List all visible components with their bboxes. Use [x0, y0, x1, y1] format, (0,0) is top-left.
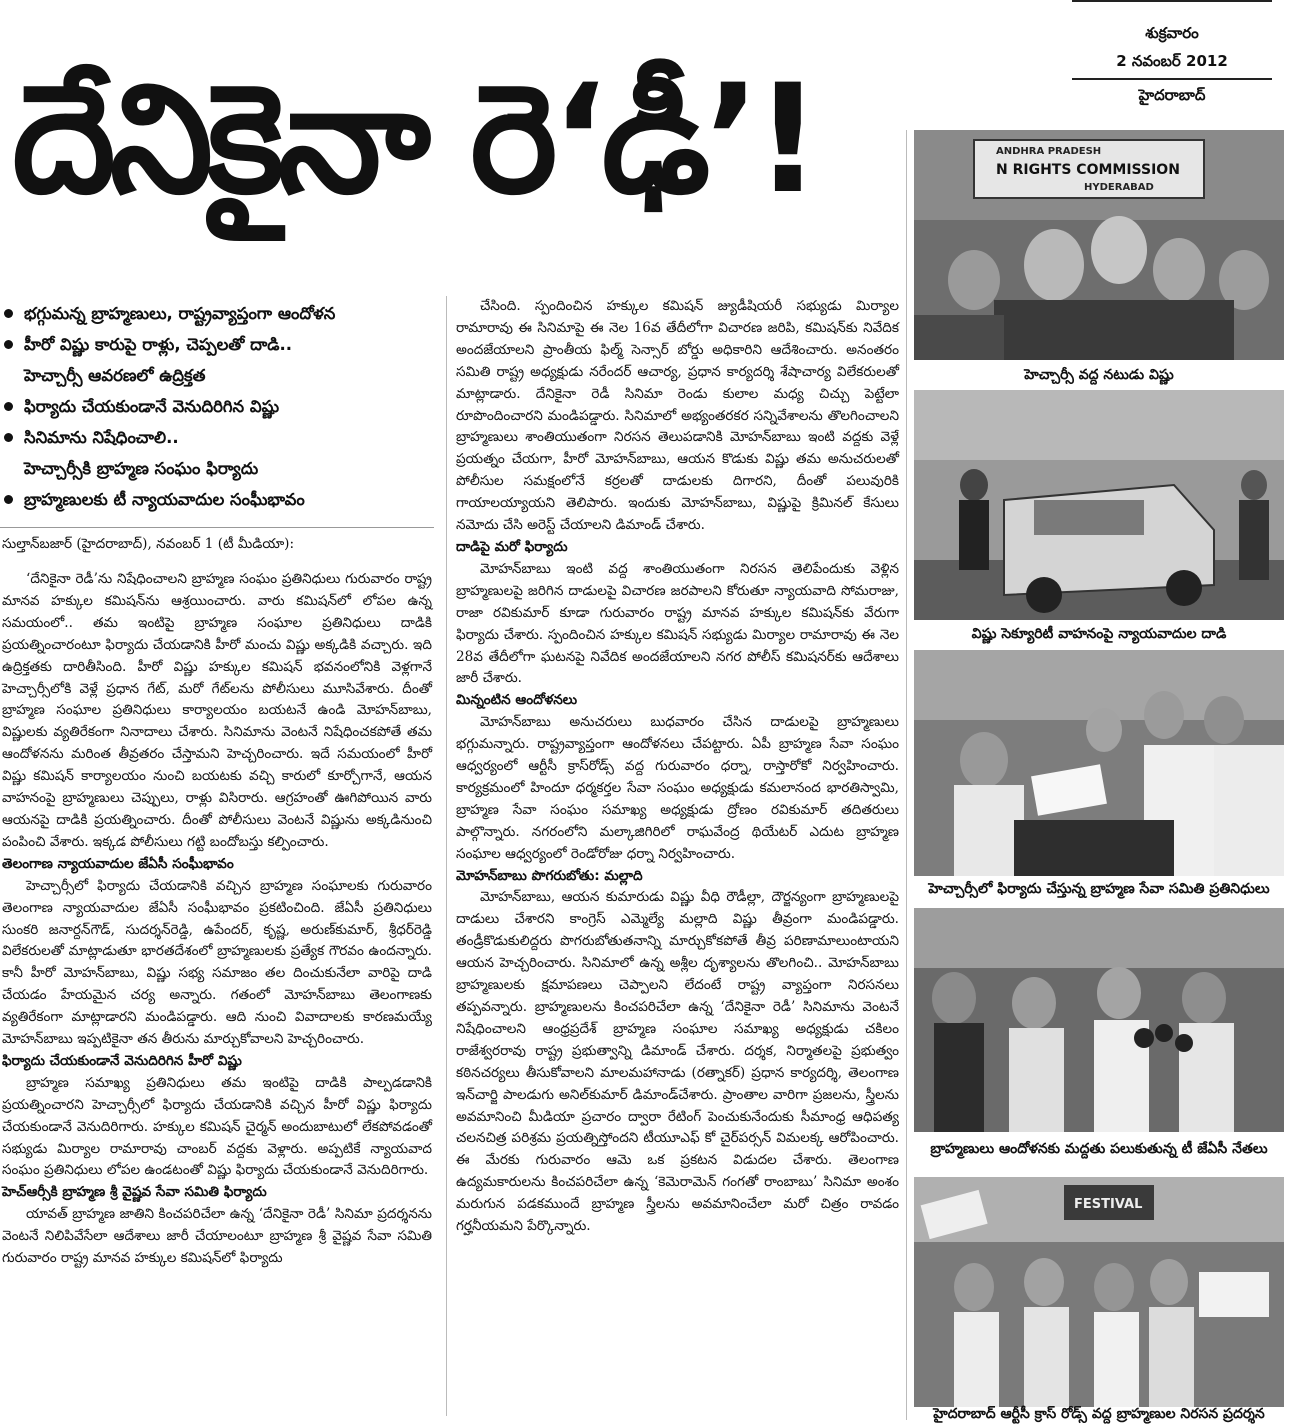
article-column-2	[456, 296, 899, 1238]
bullet-icon	[4, 402, 13, 411]
subheading: తెలంగాణ న్యాయవాదుల జేఏసీ సంఘీభావం	[2, 855, 234, 872]
subheading: మోహన్‌బాబు పొగరుబోతు: మల్లాది	[456, 867, 643, 884]
column-divider	[446, 296, 447, 1416]
issue-day: శుక్రవారం	[1145, 24, 1199, 42]
sign-line-1: ANDHRA PRADESH	[996, 146, 1102, 157]
photo-protest-rally	[914, 1177, 1284, 1407]
highlight-item	[0, 422, 440, 453]
subheading: హెచ్ఆర్సీకి బ్రాహ్మణ శ్రీ వైష్ణవ సేవా సమితి ఫిర్యాదు	[2, 1184, 267, 1201]
photo-caption-2: విష్ణు సెక్యూరిటీ వాహనంపై న్యాయవాదుల దాడి	[971, 626, 1227, 642]
paragraph: బ్రాహ్మణ సమాఖ్య ప్రతినిధులు తమ ఇంటిపై దాడికి పాల్పడడానికి ప్రయత్నించారని హెచ్చార్సీలో ఫిర్యాదు చేయడానికి వచ్చిన హీరో విష్ణు ఫిర్యాదు చేయకుండానే వెనుదిరిగారు. హక్కుల కమిషన్ చైర్మన్ అందుబాటులో లేకపోవడంతో సభ్యుడు మిర్యాల రామారావు చాంబర్ వద్దకు వెళ్లారు. అప్పటికే న్యాయవాద సంఘం ప్రతినిధులు లోపల ఉండటంతో విష్ణు ఫిర్యాదు చేయకుండానే వెనుదిరిగారు.	[2, 1074, 432, 1179]
photo-complaint	[914, 650, 1284, 876]
highlight-item	[0, 298, 440, 329]
bullet-icon	[4, 495, 13, 504]
highlight-text: హెచ్చార్సీకి బ్రాహ్మణ సంఘం ఫిర్యాదు	[24, 459, 259, 478]
highlight-item	[0, 329, 440, 360]
dateline: సుల్తాన్‌బజార్ (హైదరాబాద్), నవంబర్ 1 (టీ మీడియా):	[2, 536, 295, 552]
article-column-1	[2, 569, 432, 1270]
highlight-item	[0, 453, 440, 484]
highlight-text: హీరో విష్ణు కారుపై రాళ్లు, చెప్పలతో దాడి..	[24, 335, 293, 354]
highlight-text: భగ్గుమన్న బ్రాహ్మణులు, రాష్ట్రవ్యాప్తంగా ఆందోళన	[24, 304, 336, 323]
photo-hrc-vishnu	[914, 130, 1284, 360]
photo-caption-4: బ్రాహ్మణులు ఆందోళనకు మద్దతు పలుకుతున్న టీ జేఏసీ నేతలు	[930, 1141, 1268, 1157]
headline: దేనికైనా రె‘ఢీ’!	[12, 53, 816, 227]
photo-jac-leaders	[914, 908, 1284, 1132]
photo-caption-1: హెచ్చార్సీ వద్ద నటుడు విష్ణు	[1024, 367, 1174, 383]
paragraph: మోహన్‌బాబు అనుచరులు బుధవారం చేసిన దాడులపై బ్రాహ్మణులు భగ్గుమన్నారు. రాష్ట్రవ్యాప్తంగా ఆందోళనలు చేపట్టారు. ఏపీ బ్రాహ్మణ సేవా సంఘం ఆధ్వర్యంలో ఆర్టీసీ క్రాస్‌రోడ్స్ వద్ద గురువారం ధర్నా, రాస్తారోకో నిర్వహించారు. కార్యక్రమంలో హిందూ ధర్మకర్తల సేవా సంఘం అధ్యక్షుడు కమలానంద భారతిస్వామి, బ్రాహ్మణ సేవా సంఘం సమాఖ్య అధ్యక్షుడు ద్రోణం రవికుమార్ తదితరులు పాల్గొన్నారు. నగరంలోని మల్కాజిగిరిలో రాఘవేంద్ర థియేటర్ ఎదుట బ్రాహ్మణ సంఘాల ఆధ్వర్యంలో రెండోరోజు ధర్నా నిర్వహించారు.	[456, 714, 899, 862]
highlight-item	[0, 484, 440, 515]
sign-line-2: N RIGHTS COMMISSION	[996, 162, 1180, 178]
photo-caption-3: హెచ్చార్సీలో ఫిర్యాదు చేస్తున్న బ్రాహ్మణ సేవా సమితి ప్రతినిధులు	[928, 881, 1270, 897]
bullet-icon	[4, 340, 13, 349]
highlight-text: ఫిర్యాదు చేయకుండానే వెనుదిరిగిన విష్ణు	[24, 397, 280, 416]
highlight-text: హెచ్చార్సీ ఆవరణలో ఉద్రిక్తత	[24, 366, 206, 385]
paragraph: చేసింది. స్పందించిన హక్కుల కమిషన్ జ్యుడీషియరీ సభ్యుడు మిర్యాల రామారావు ఈ సినిమాపై ఈ నెల 16వ తేదీలోగా విచారణ జరిపి, కమిషన్‌కు నివేదిక అందజేయాలని ప్రాంతీయ ఫిల్మ్ సెన్సార్ బోర్డు అధికారిని ఆదేశించారు. అనంతరం సమితి రాష్ట్ర అధ్యక్షుడు నరేందర్ ఆచార్య, ప్రధాన కార్యదర్శి శేషాచార్య విలేకరులతో మాట్లాడారు. దేనికైనా రెడీ సినిమా రెండు కులాల మధ్య చిచ్చు పెట్టేలా రూపొందించారని మండిపడ్డారు. సినిమాలో అభ్యంతరకర సన్నివేశాలను తొలగించాలని బ్రాహ్మణులు శాంతియుతంగా నిరసన తెలుపడానికి మోహన్‌బాబు ఇంటి వద్దకు వెళ్లే ప్రయత్నం చేయగా, హీరో మోహన్‌బాబు, ఆయన కొడుకు విష్ణు తమ అనుచరులతో పోలీసుల సమక్షంలోనే కర్రలతో దాడులకు దిగారని, దీంతో పలువురికి గాయాలయ్యాయని తెలిపారు. ఇందుకు మోహన్‌బాబు, విష్ణుపై క్రిమినల్ కేసులు నమోదు చేసి అరెస్ట్ చేయాలని డిమాండ్ చేశారు.	[456, 298, 899, 534]
paragraph: యావత్ బ్రాహ్మణ జాతిని కించపరిచేలా ఉన్న ‘దేనికైనా రెడీ’ సినిమా ప్రదర్శనను వెంటనే నిలిపివేసేలా ఆదేశాలు జారీ చేయాలంటూ బ్రాహ్మణ శ్రీ వైష్ణవ సేవా సమితి గురువారం రాష్ట్ర మానవ హక్కుల కమిషన్‌లో ఫిర్యాదు	[2, 1206, 432, 1267]
bullet-icon	[4, 309, 13, 318]
issue-date: 2 నవంబర్ 2012	[1116, 52, 1228, 70]
paragraph: మోహన్‌బాబు, ఆయన కుమారుడు విష్ణు వీధి రౌడీల్లా, దౌర్జన్యంగా బ్రాహ్మణులపై దాడులు చేశారని కాంగ్రెస్ ఎమ్మెల్యే మల్లాది విష్ణు తీవ్రంగా మండిపడ్డారు. తండ్రీకొడుకులిద్దరు పొగరుబోతుతనాన్ని మార్చుకోకపోతే తీవ్ర పరిణామాలుంటాయని ఆయన హెచ్చరించారు. సినిమాలో ఉన్న అశ్లీల దృశ్యాలను తొలగించి.. మోహన్‌బాబు బ్రాహ్మణులకు క్షమాపణలు చెప్పాలని లేదంటే రాష్ట్ర వ్యాప్తంగా నిరసనలు తప్పవన్నారు. బ్రాహ్మణులను కించపరిచేలా ఉన్న ‘దేనికైనా రెడీ’ సినిమాను వెంటనే నిషేధించాలని ఆంధ్రప్రదేశ్ బ్రాహ్మణ సంఘాల సమాఖ్య అధ్యక్షుడు చకిలం రాజేశ్వరరావు రాష్ట్ర ప్రభుత్వాన్ని డిమాండ్ చేశారు. దర్శక, నిర్మాతలపై ప్రభుత్వం కఠినచర్యలు తీసుకోవాలని మాలమహానాడు (రత్నాకర్) ప్రధాన కార్యదర్శి, తెలంగాణ ఇన్‌చార్జి పాలడుగు అనిల్‌కుమార్ డిమాండ్‌చేశారు. ప్రాంతాల వారిగా ప్రజలను, స్త్రీలను అవమానించి మీడియా ప్రచారం ద్వారా రేటింగ్ పెంచుకునేందుకు సీమాంధ్ర ఆధిపత్య చలనచిత్ర పరిశ్రమ ప్రయత్నిస్తోందని టీయూఎఫ్ కో చైర్‌పర్సన్ విమలక్క ఆరోపించారు. ఈ మేరకు గురువారం ఆమె ఒక ప్రకటన విడుదల చేశారు. తెలంగాణ ఉద్యమకారులను కించపరిచేలా ఉన్న ‘కెమెరామెన్ గంగతో రాంబాబు’ సినిమా అంశం మరుగున పడకముందే బ్రాహ్మణ స్త్రీలను అవమానించేలా మరో చిత్రం రావడం గర్హనీయమని పేర్కొన్నారు.	[456, 889, 899, 1235]
paragraph: ‘దేనికైనా రెడీ’ను నిషేధించాలని బ్రాహ్మణ సంఘం ప్రతినిధులు గురువారం రాష్ట్ర మానవ హక్కుల కమిషన్‌ను ఆశ్రయించారు. వారు కమిషన్‌లో లోపల ఉన్న సమయంలో.. తమ ఇంటిపై బ్రాహ్మణ సంఘాల ప్రతినిధులు దాడికి ప్రయత్నించారంటూ ఫిర్యాదు చేయడానికి హీరో మంచు విష్ణు అక్కడికి వచ్చారు. ఇది ఉద్రిక్తతకు దారితీసింది. హీరో విష్ణు హక్కుల కమిషన్ భవనంలోనికి వెళ్లగానే హెచ్చార్సీలోకి వెళ్లే ప్రధాన గేట్, మరో గేట్‌లను పోలీసులు మూసివేశారు. దీంతో బ్రాహ్మణ సంఘాల ప్రతినిధులు కార్యాలయం బయటనే ఉండి మోహన్‌బాబు, విష్ణులకు వ్యతిరేకంగా నినాదాలు చేశారు. సినిమాను వెంటనే నిషేధించకపోతే తమ ఆందోళనను మరింత తీవ్రతరం చేస్తామని హెచ్చరించారు. ఇదే సమయంలో హీరో విష్ణు కమిషన్ కార్యాలయం నుంచి బయటకు వచ్చి కారులో కూర్చోగానే, ఆయన వాహనంపై బ్రాహ్మణులు చెప్పులు, రాళ్లు విసిరారు. ఆగ్రహంతో ఊగిపోయిన వారు ఆయనపై దాడికి ప్రయత్నించారు. దీంతో పోలీసులు వెంటనే విష్ణును అక్కడినుంచి పంపించి వేశారు. ఇక్కడ పోలీసులు గట్టి బందోబస్తు కల్పించారు.	[2, 571, 432, 850]
subheading: ఫిర్యాదు చేయకుండానే వెనుదిరిగిన హీరో విష్ణు	[2, 1052, 242, 1069]
subheading: దాడిపై మరో ఫిర్యాదు	[456, 538, 568, 555]
highlights-list	[0, 298, 440, 515]
date-rule	[1072, 78, 1272, 80]
highlight-text: సినిమాను నిషేధించాలి..	[24, 428, 179, 447]
subheading: మిన్నంటిన ఆందోళనలు	[456, 692, 578, 709]
photo-caption-5: హైదరాబాద్ ఆర్టీసీ క్రాస్ రోడ్స్ వద్ద బ్రాహ్మణుల నిరసన ప్రదర్శన	[933, 1406, 1265, 1422]
photo-vehicle-attack	[914, 390, 1284, 620]
banner-text: FESTIVAL	[1074, 1197, 1143, 1212]
issue-city: హైదరాబాద్	[1138, 86, 1206, 104]
highlight-item	[0, 391, 440, 422]
highlight-text: బ్రాహ్మణులకు టీ న్యాయవాదుల సంఘీభావం	[24, 490, 305, 509]
sign-line-3: HYDERABAD	[1084, 182, 1154, 193]
bullet-icon	[4, 433, 13, 442]
highlight-item	[0, 360, 440, 391]
column-divider	[906, 130, 907, 1420]
highlights-divider	[0, 527, 434, 528]
paragraph: హెచ్చార్సీలో ఫిర్యాదు చేయడానికి వచ్చిన బ్రాహ్మణ సంఘాలకు గురువారం తెలంగాణ న్యాయవాదుల జేఏసీ సంఘీభావం ప్రకటించింది. జేఏసీ ప్రతినిధులు సుంకరి జనార్దన్‌గౌడ్, సుదర్శన్‌రెడ్డి, ఉపేందర్, కృష్ణ, అరుణ్‌కుమార్, శ్రీధర్‌రెడ్డి విలేకరులతో మాట్లాడుతూ భారతదేశంలో బ్రాహ్మణులకు ప్రత్యేక గౌరవం ఉందన్నారు. కానీ హీరో మోహన్‌బాబు, విష్ణు సభ్య సమాజం తల దించుకునేలా వారిపై దాడి చేయడం హేయమైన చర్య అన్నారు. గతంలో మోహన్‌బాబు తెలంగాణకు వ్యతిరేకంగా మాట్లాడారని మండిపడ్డారు. ఆది నుంచి వివాదాలకు కారణమయ్యే మోహన్‌బాబు ఇప్పటికైనా తన తీరును మార్చుకోవాలని హెచ్చరించారు.	[2, 877, 432, 1048]
date-block	[1072, 0, 1272, 107]
paragraph: మోహన్‌బాబు ఇంటి వద్ద శాంతియుతంగా నిరసన తెలిపేందుకు వెళ్లిన బ్రాహ్మణులపై జరిగిన దాడులపై విచారణ జరపాలని కోరుతూ న్యాయవాది సోమరాజు, రాజా రవికుమార్ కూడా గురువారం రాష్ట్ర మానవ హక్కుల కమిషన్‌కు వేరుగా ఫిర్యాదు చేశారు. స్పందించిన హక్కుల కమిషన్ సభ్యుడు మిర్యాల రామారావు ఈ నెల 28వ తేదీలోగా ఘటనపై నివేదిక అందజేయాలని నగర పోలీస్ కమిషనర్‌కు ఆదేశాలు జారీ చేశారు.	[456, 560, 899, 687]
